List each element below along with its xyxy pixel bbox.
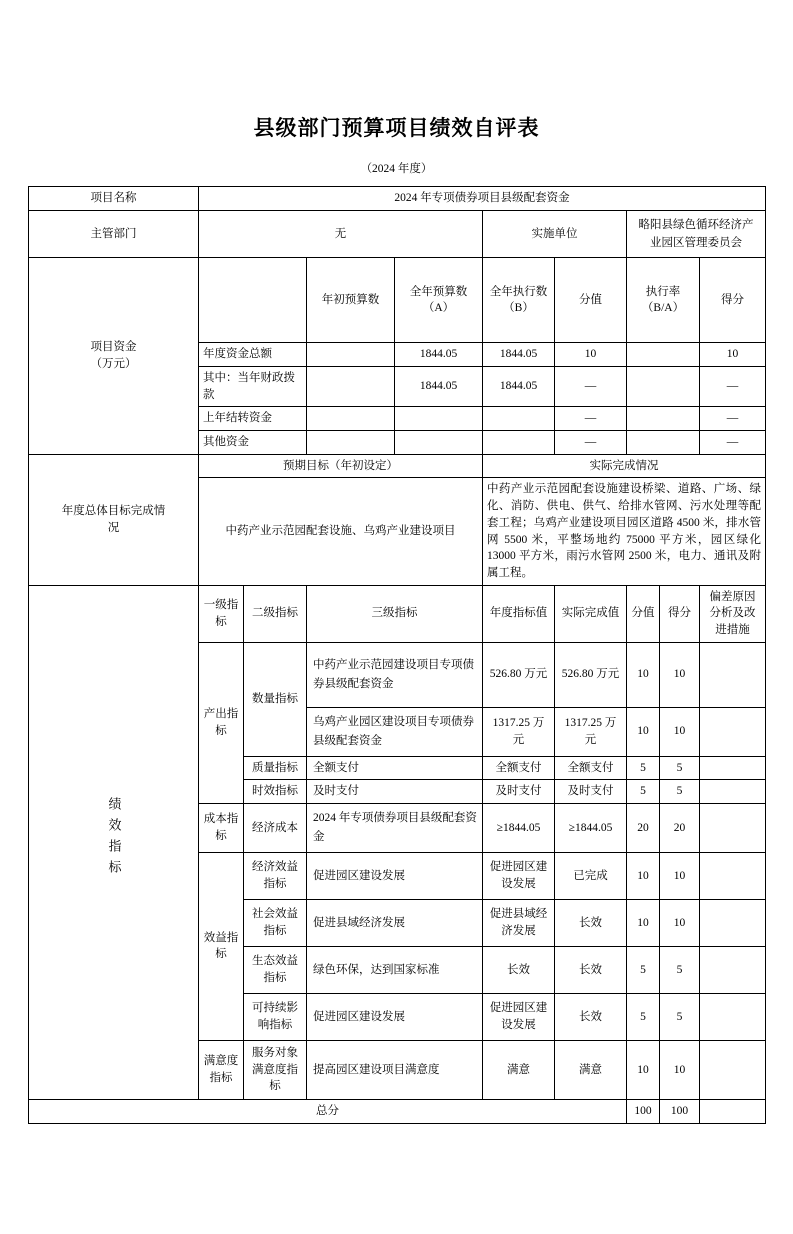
indicator-header-level1: 一级指标 xyxy=(199,585,244,642)
funds-row-rate xyxy=(627,343,700,367)
funds-row-name: 上年结转资金 xyxy=(199,407,307,431)
indicator-level3: 2024 年专项债券项目县级配套资金 xyxy=(307,803,483,852)
indicator-score-value: 10 xyxy=(627,899,660,946)
overall-label-line1: 年度总体目标完成情 xyxy=(61,504,166,517)
indicator-score-value: 20 xyxy=(627,803,660,852)
indicator-actual: 及时支付 xyxy=(555,780,627,804)
total-label: 总分 xyxy=(29,1099,627,1123)
indicator-level2: 数量指标 xyxy=(244,642,307,756)
funds-row-annual: 1844.05 xyxy=(395,367,483,407)
indicator-target: 促进园区建设发展 xyxy=(483,993,555,1040)
funds-row-label-line2: （万元） xyxy=(90,358,137,371)
total-score-value: 100 xyxy=(627,1099,660,1123)
indicator-score-value: 5 xyxy=(627,946,660,993)
indicator-actual: 已完成 xyxy=(555,852,627,899)
funds-row-rate xyxy=(627,407,700,431)
indicator-actual: 全额支付 xyxy=(555,756,627,780)
funds-row-begin xyxy=(307,431,395,455)
indicator-level1: 成本指标 xyxy=(199,803,244,852)
indicator-header-level3: 三级指标 xyxy=(307,585,483,642)
indicator-score-value: 10 xyxy=(627,1040,660,1099)
funds-row-label xyxy=(29,258,199,454)
indicator-header-level2: 二级指标 xyxy=(244,585,307,642)
dept-label: 主管部门 xyxy=(29,210,199,258)
indicator-level2: 质量指标 xyxy=(244,756,307,780)
indicator-level2: 生态效益指标 xyxy=(244,946,307,993)
funds-row-name: 其他资金 xyxy=(199,431,307,455)
indicator-level2: 社会效益指标 xyxy=(244,899,307,946)
indicator-level3: 促进园区建设发展 xyxy=(307,993,483,1040)
indicator-score: 5 xyxy=(660,993,700,1040)
dept-value: 无 xyxy=(199,210,483,258)
funds-header-blank xyxy=(199,258,307,343)
page-subtitle: （2024 年度） xyxy=(360,163,433,175)
funds-row-exec xyxy=(483,407,555,431)
funds-row-score: 10 xyxy=(700,343,766,367)
indicator-score-value: 10 xyxy=(627,642,660,707)
table-row-total xyxy=(29,1099,766,1123)
indicator-score-value: 5 xyxy=(627,993,660,1040)
funds-row-rate xyxy=(627,367,700,407)
overall-actual-text: 中药产业示范园配套设施建设桥梁、道路、广场、绿化、消防、供电、供气、给排水管网、污水处理等配套工程；乌鸡产业建设项目园区道路 4500 米，排水管网 5500 米，平整场地约 75000 平方米，园区绿化 13000 平方米，雨污水管网 2500 米，电力、通讯及附属工程。 xyxy=(483,478,766,585)
indicator-score: 10 xyxy=(660,899,700,946)
indicator-score: 5 xyxy=(660,756,700,780)
indicator-level2: 可持续影响指标 xyxy=(244,993,307,1040)
indicator-target: 长效 xyxy=(483,946,555,993)
indicator-level3: 乌鸡产业园区建设项目专项债券县级配套资金 xyxy=(307,707,483,756)
table-row-department xyxy=(29,210,766,258)
indicator-level3: 全额支付 xyxy=(307,756,483,780)
funds-row-exec xyxy=(483,431,555,455)
funds-header-score-value: 分值 xyxy=(555,258,627,343)
funds-row-label-line1: 项目资金 xyxy=(90,341,137,354)
indicator-score-value: 5 xyxy=(627,756,660,780)
indicator-actual: 长效 xyxy=(555,946,627,993)
indicator-actual: 1317.25 万元 xyxy=(555,707,627,756)
funds-row-name: 其中：当年财政拨款 xyxy=(199,367,307,407)
funds-header-rate: 执行率（B/A） xyxy=(627,258,700,343)
funds-row-score-value: — xyxy=(555,367,627,407)
funds-row-annual: 1844.05 xyxy=(395,343,483,367)
project-name-value: 2024 年专项债券项目县级配套资金 xyxy=(199,187,766,211)
indicator-score: 5 xyxy=(660,946,700,993)
indicator-analysis xyxy=(700,946,766,993)
indicator-actual: 长效 xyxy=(555,993,627,1040)
indicator-analysis xyxy=(700,993,766,1040)
indicator-header-score: 得分 xyxy=(660,585,700,642)
indicator-header-actual: 实际完成值 xyxy=(555,585,627,642)
funds-row-annual xyxy=(395,407,483,431)
funds-row-begin xyxy=(307,343,395,367)
project-name-label: 项目名称 xyxy=(29,187,199,211)
indicator-score: 20 xyxy=(660,803,700,852)
indicator-score: 5 xyxy=(660,780,700,804)
funds-row-exec: 1844.05 xyxy=(483,343,555,367)
indicator-level3: 提高园区建设项目满意度 xyxy=(307,1040,483,1099)
funds-header-annual: 全年预算数（A） xyxy=(395,258,483,343)
funds-row-begin xyxy=(307,407,395,431)
table-row-project-name xyxy=(29,187,766,211)
indicator-score-value: 5 xyxy=(627,780,660,804)
indicator-analysis xyxy=(700,642,766,707)
indicator-actual: ≥1844.05 xyxy=(555,803,627,852)
funds-header-exec: 全年执行数（B） xyxy=(483,258,555,343)
indicator-target: 促进县域经济发展 xyxy=(483,899,555,946)
indicator-score: 10 xyxy=(660,707,700,756)
funds-row-annual xyxy=(395,431,483,455)
indicator-level1: 产出指标 xyxy=(199,642,244,803)
indicator-score: 10 xyxy=(660,642,700,707)
indicator-target: 526.80 万元 xyxy=(483,642,555,707)
document-page xyxy=(0,112,793,1234)
funds-row-score: — xyxy=(700,367,766,407)
overall-row-label xyxy=(29,454,199,585)
unit-value: 略阳县绿色循环经济产业园区管理委员会 xyxy=(627,210,766,258)
page-title: 县级部门预算项目绩效自评表 xyxy=(253,116,540,140)
indicator-level2: 服务对象满意度指标 xyxy=(244,1040,307,1099)
total-score: 100 xyxy=(660,1099,700,1123)
indicators-side-label-text: 绩效指标 xyxy=(106,797,122,882)
indicator-level3: 及时支付 xyxy=(307,780,483,804)
indicator-level1: 满意度指标 xyxy=(199,1040,244,1099)
indicator-actual: 长效 xyxy=(555,899,627,946)
indicator-level1: 效益指标 xyxy=(199,852,244,1040)
overall-expected-header: 预期目标（年初设定） xyxy=(199,454,483,478)
indicator-analysis xyxy=(700,803,766,852)
indicator-actual: 526.80 万元 xyxy=(555,642,627,707)
indicator-target: ≥1844.05 xyxy=(483,803,555,852)
indicator-header-target: 年度指标值 xyxy=(483,585,555,642)
indicator-target: 1317.25 万元 xyxy=(483,707,555,756)
funds-row-exec: 1844.05 xyxy=(483,367,555,407)
indicator-actual: 满意 xyxy=(555,1040,627,1099)
indicator-score-value: 10 xyxy=(627,852,660,899)
overall-expected-text: 中药产业示范园配套设施、乌鸡产业建设项目 xyxy=(199,478,483,585)
indicators-side-label xyxy=(29,585,199,1099)
indicator-analysis xyxy=(700,780,766,804)
indicator-level3: 促进园区建设发展 xyxy=(307,852,483,899)
funds-header-begin: 年初预算数 xyxy=(307,258,395,343)
indicator-target: 及时支付 xyxy=(483,780,555,804)
indicator-level2: 经济效益指标 xyxy=(244,852,307,899)
indicator-analysis xyxy=(700,756,766,780)
funds-row-rate xyxy=(627,431,700,455)
indicator-target: 促进园区建设发展 xyxy=(483,852,555,899)
indicator-level2: 经济成本 xyxy=(244,803,307,852)
overall-label-line2: 况 xyxy=(107,521,120,534)
indicator-analysis xyxy=(700,899,766,946)
indicator-score-value: 10 xyxy=(627,707,660,756)
indicator-header-analysis: 偏差原因分析及改进措施 xyxy=(700,585,766,642)
table-row-indicator-header xyxy=(29,585,766,642)
table-row-overall-header xyxy=(29,454,766,478)
indicator-analysis xyxy=(700,707,766,756)
indicator-score: 10 xyxy=(660,852,700,899)
indicator-target: 满意 xyxy=(483,1040,555,1099)
funds-row-score: — xyxy=(700,431,766,455)
funds-row-score: — xyxy=(700,407,766,431)
indicator-level3: 绿色环保，达到国家标准 xyxy=(307,946,483,993)
funds-row-begin xyxy=(307,367,395,407)
indicator-level2: 时效指标 xyxy=(244,780,307,804)
funds-row-score-value: — xyxy=(555,431,627,455)
indicator-analysis xyxy=(700,1040,766,1099)
unit-label: 实施单位 xyxy=(483,210,627,258)
overall-actual-header: 实际完成情况 xyxy=(483,454,766,478)
indicator-target: 全额支付 xyxy=(483,756,555,780)
table-row-funds-header xyxy=(29,258,766,343)
indicator-header-score-value: 分值 xyxy=(627,585,660,642)
funds-header-score: 得分 xyxy=(700,258,766,343)
total-analysis xyxy=(700,1099,766,1123)
funds-row-score-value: 10 xyxy=(555,343,627,367)
indicator-score: 10 xyxy=(660,1040,700,1099)
indicator-level3: 促进县域经济发展 xyxy=(307,899,483,946)
performance-evaluation-table xyxy=(28,186,766,1124)
funds-row-score-value: — xyxy=(555,407,627,431)
indicator-level3: 中药产业示范园建设项目专项债券县级配套资金 xyxy=(307,642,483,707)
funds-row-name: 年度资金总额 xyxy=(199,343,307,367)
indicator-analysis xyxy=(700,852,766,899)
